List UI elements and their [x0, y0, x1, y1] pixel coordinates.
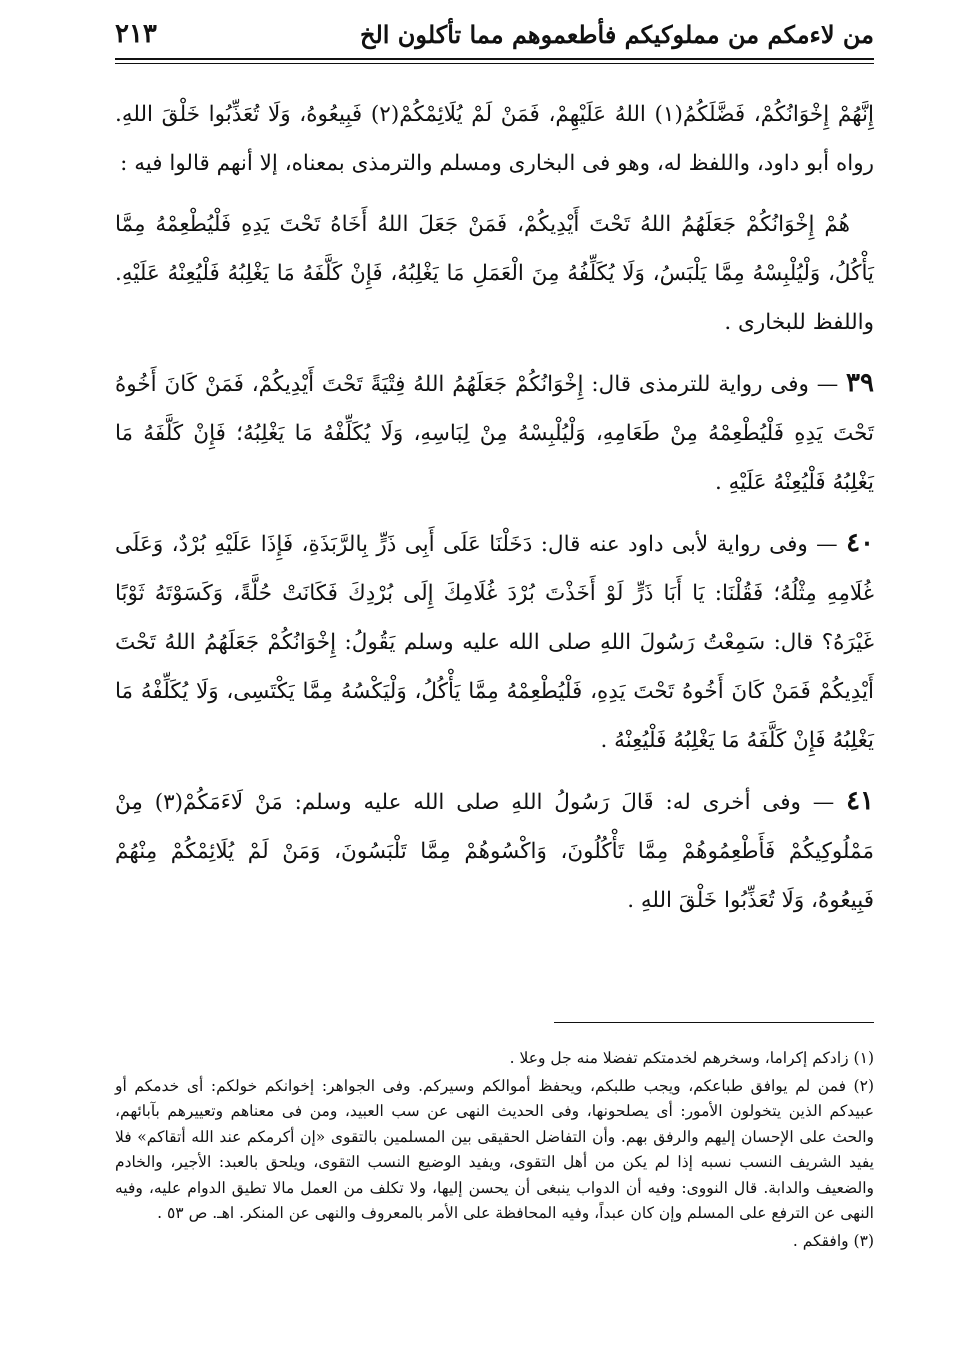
footnotes — [115, 1046, 874, 1256]
main-text — [115, 90, 874, 937]
hadith-number: ٣٩ — [846, 368, 874, 398]
hadith-39 — [115, 359, 874, 507]
paragraph-bukhari-version: هُمْ إِخْوَانُكُمْ جَعَلَهُمُ اللهُ تَحْتَ أَيْدِيكُمْ، فَمَنْ جَعَلَ اللهُ أَخَاهُ تَحْتَ يَدِهِ فَلْيُطْعِمْهُ مِمَّا يَأْكُلُ، وَلْيُلْبِسْهُ مِمَّا يَلْبَسُ، وَلَا يُكَلِّفُهُ مِنَ الْعَمَلِ مَا يَغْلِبُهُ، فَإِنْ كَلَّفَهُ مَا يَغْلِبُهُ فَلْيُعِنْهُ عَلَيْهِ. واللفظ للبخارى . — [115, 212, 874, 335]
footnote-separator — [554, 1022, 874, 1023]
page-number: ٢١٣ — [115, 19, 157, 49]
hadith-text: — وفى رواية لأبى داود عنه قال: دَخَلْنَا عَلَى أَبِى ذَرٍّ بِالرَّبَذَةِ، فَإِذَا عَلَيْهِ بُرْدٌ، وَعَلَى غُلَامِهِ مِثْلُهُ؛ فَقُلْنَا: يَا أَبَا ذَرٍّ لَوْ أَخَذْتَ بُرْدَ غُلَامِكَ إِلَى بُرْدِكَ فَكَانَتْ حُلَّةً، وَكَسَوْتَهُ ثَوْبًا غَيْرَهُ؟ قال: سَمِعْتُ رَسُولَ اللهِ صلى الله عليه وسلم يَقُولُ: إِخْوَانُكُمْ جَعَلَهُمُ اللهُ تَحْتَ أَيْدِيكُمْ فَمَنْ كَانَ أَخُوهُ تَحْتَ يَدِهِ، فَلْيُطْعِمْهُ مِمَّا يَأْكُلُ، وَلْيَكْسُهُ مِمَّا يَكْتَسِى، وَلَا يُكَلِّفْهُ مَا يَغْلِبُهُ فَإِنْ كَلَّفَهُ مَا يَغْلِبُهُ فَلْيُعِنْهُ . — [115, 532, 874, 753]
running-header — [115, 12, 874, 56]
hadith-40 — [115, 519, 874, 765]
hadith-text: — وفى أخرى له: قَالَ رَسُولُ اللهِ صلى الله عليه وسلم: مَنْ لَاءَمَكُمْ(٣) مِنْ مَمْلُوكِيكُمْ فَأَطْعِمُوهُمْ مِمَّا تَأْكُلُونَ، وَاكْسُوهُمْ مِمَّا تَلْبَسُونَ، وَمَنْ لَمْ يُلَائِمْكُمْ مِنْهُمْ فَبِيعُوهُ، وَلَا تُعَذِّبُوا خَلْقَ اللهِ . — [115, 790, 874, 913]
footnote-3: (٣) وافقكم . — [792, 1231, 874, 1250]
footnote-1: (١) زادكم إكراما، وسخرهم لخدمتكم تفضلا منه جل وعلا . — [509, 1049, 874, 1067]
header-rule — [115, 58, 874, 60]
hadith-41 — [115, 777, 874, 925]
footnote-2: (٢) فمن لم يوافق طباعكم، ويجب طلبكم، ويحفظ أموالكم وسيركم. وفى الجواهر: إخوانكم خولكم: أى خدمكم أو عبيدكم الذين يتخولون الأمور: أى يصلحونها، وفى الحديث النهى عن سب العبيد، ومن فى معناهم وتعييرهم بآبائهم، والحث على الإحسان إليهم والرفق بهم. وأن التفاضل الحقيقى بين المسلمين بالتقوى «إن أكرمكم عند الله أتقاكم» فلا يفيد الشريف النسب نسبه إذا لم يكن من أهل التقوى، ويفيد الوضيع النسب التقوى، ويلحق بالعبد: الأجير، والخادم والضعيف والدابة. قال النووى: وفيه أن الدواب ينبغى أن يحسن إليها، ولا تكلف من العمل مالا تطيق الدوام عليه، وفيه النهى عن الترفع على المسلم وإن كان عبداً، وفيه المحافظة على الأمر بالمعروف والنهى عن المنكر. اهـ. ص ٥٣ . — [115, 1076, 874, 1222]
hadith-number: ٤٠ — [846, 528, 874, 558]
running-title: من لاءمكم من مملوكيكم فأطعموهم مما تأكلون الخ — [359, 19, 874, 49]
hadith-number: ٤١ — [846, 786, 874, 816]
paragraph-continuation: إِنَّهُمْ إِخْوَانُكُمْ، فَضَّلَكُمُ(١) اللهُ عَلَيْهِمْ، فَمَنْ لَمْ يُلَائِمْكُمْ(٢) فَبِيعُوهُ، وَلَا تُعَذِّبُوا خَلْقَ اللهِ. رواه أبو داود، واللفظ له، وهو فى البخارى ومسلم والترمذى بمعناه، إلا أنهم قالوا فيه : — [115, 102, 875, 176]
hadith-text: — وفى رواية للترمذى قال: إِخْوَانُكُمْ جَعَلَهُمُ اللهُ فِتْيَةً تَحْتَ أَيْدِيكُمْ، فَمَنْ كَانَ أَخُوهُ تَحْتَ يَدِهِ فَلْيُطْعِمْهُ مِنْ طَعَامِهِ، وَلْيُلْبِسْهُ مِنْ لِبَاسِهِ، وَلَا يُكَلِّفْهُ مَا يَغْلِبُهُ؛ فَإِنْ كَلَّفَهُ مَا يَغْلِبُهُ فَلْيُعِنْهُ عَلَيْهِ . — [115, 372, 874, 495]
header-rule-thin — [115, 63, 874, 64]
